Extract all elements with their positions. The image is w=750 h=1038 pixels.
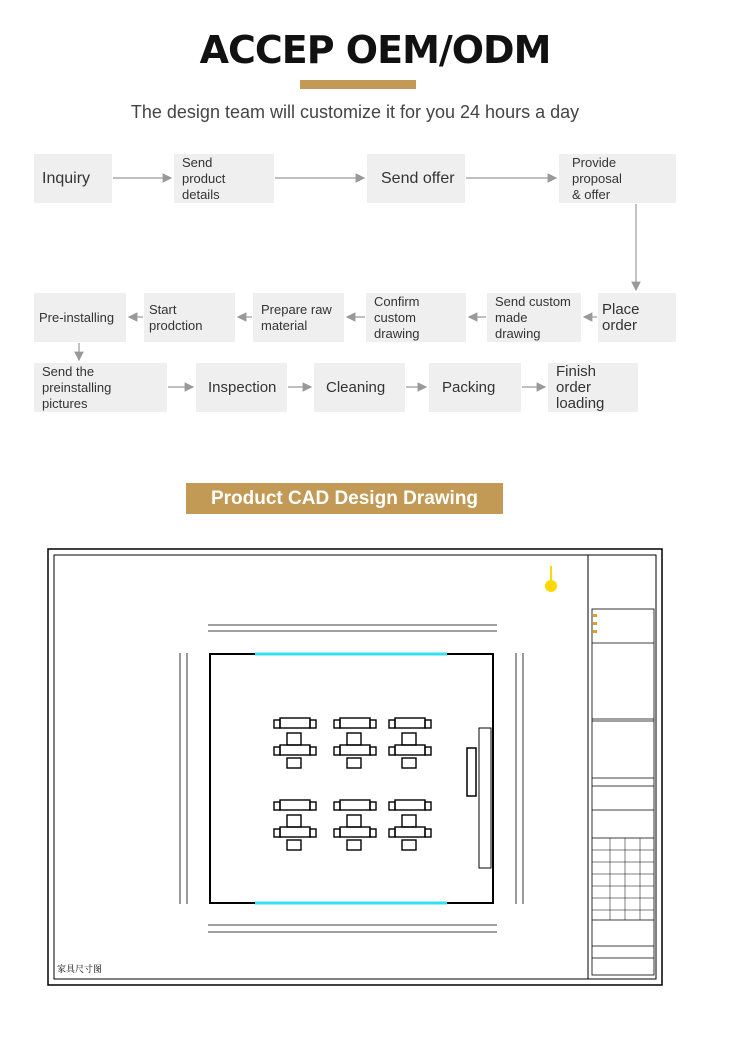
step-label: Finish order loading <box>556 362 605 412</box>
outer-frame <box>48 549 662 985</box>
workstation <box>389 800 431 850</box>
room-walls <box>210 654 493 903</box>
step-label: Packing <box>442 378 496 396</box>
page-title: ACCEP OEM/ODM <box>199 28 551 72</box>
lamp-icon <box>545 566 557 592</box>
workstation <box>389 718 431 768</box>
step-label: Pre-installing <box>39 309 115 325</box>
step-label: Place order <box>602 300 640 334</box>
cad-banner: Product CAD Design Drawing <box>186 483 503 514</box>
step-label: Start prodction <box>149 301 203 333</box>
inner-frame <box>54 555 656 979</box>
step-label: Confirm custom drawing <box>374 293 420 341</box>
step-label: Prepare raw material <box>261 301 332 333</box>
step-label: Send the preinstalling pictures <box>42 363 112 411</box>
workstation <box>334 800 376 850</box>
cad-drawing <box>47 548 663 986</box>
step-label: Inquiry <box>42 169 91 187</box>
workstation <box>274 800 316 850</box>
step-label: Send offer <box>381 169 455 187</box>
workstation <box>334 718 376 768</box>
step-label: Send product details <box>182 154 226 202</box>
step-label: Provide proposal & offer <box>572 154 622 202</box>
step-label: Inspection <box>208 378 277 396</box>
step-label: Cleaning <box>326 378 386 396</box>
page-subtitle: The design team will customize it for you 24 hours a day <box>130 102 580 122</box>
step-label: Send custom made drawing <box>495 293 571 341</box>
drawing-label: 家具尺寸图 <box>57 965 103 975</box>
workstation <box>274 718 316 768</box>
flow-arrows <box>0 0 750 440</box>
wall-cabinet <box>479 728 491 868</box>
